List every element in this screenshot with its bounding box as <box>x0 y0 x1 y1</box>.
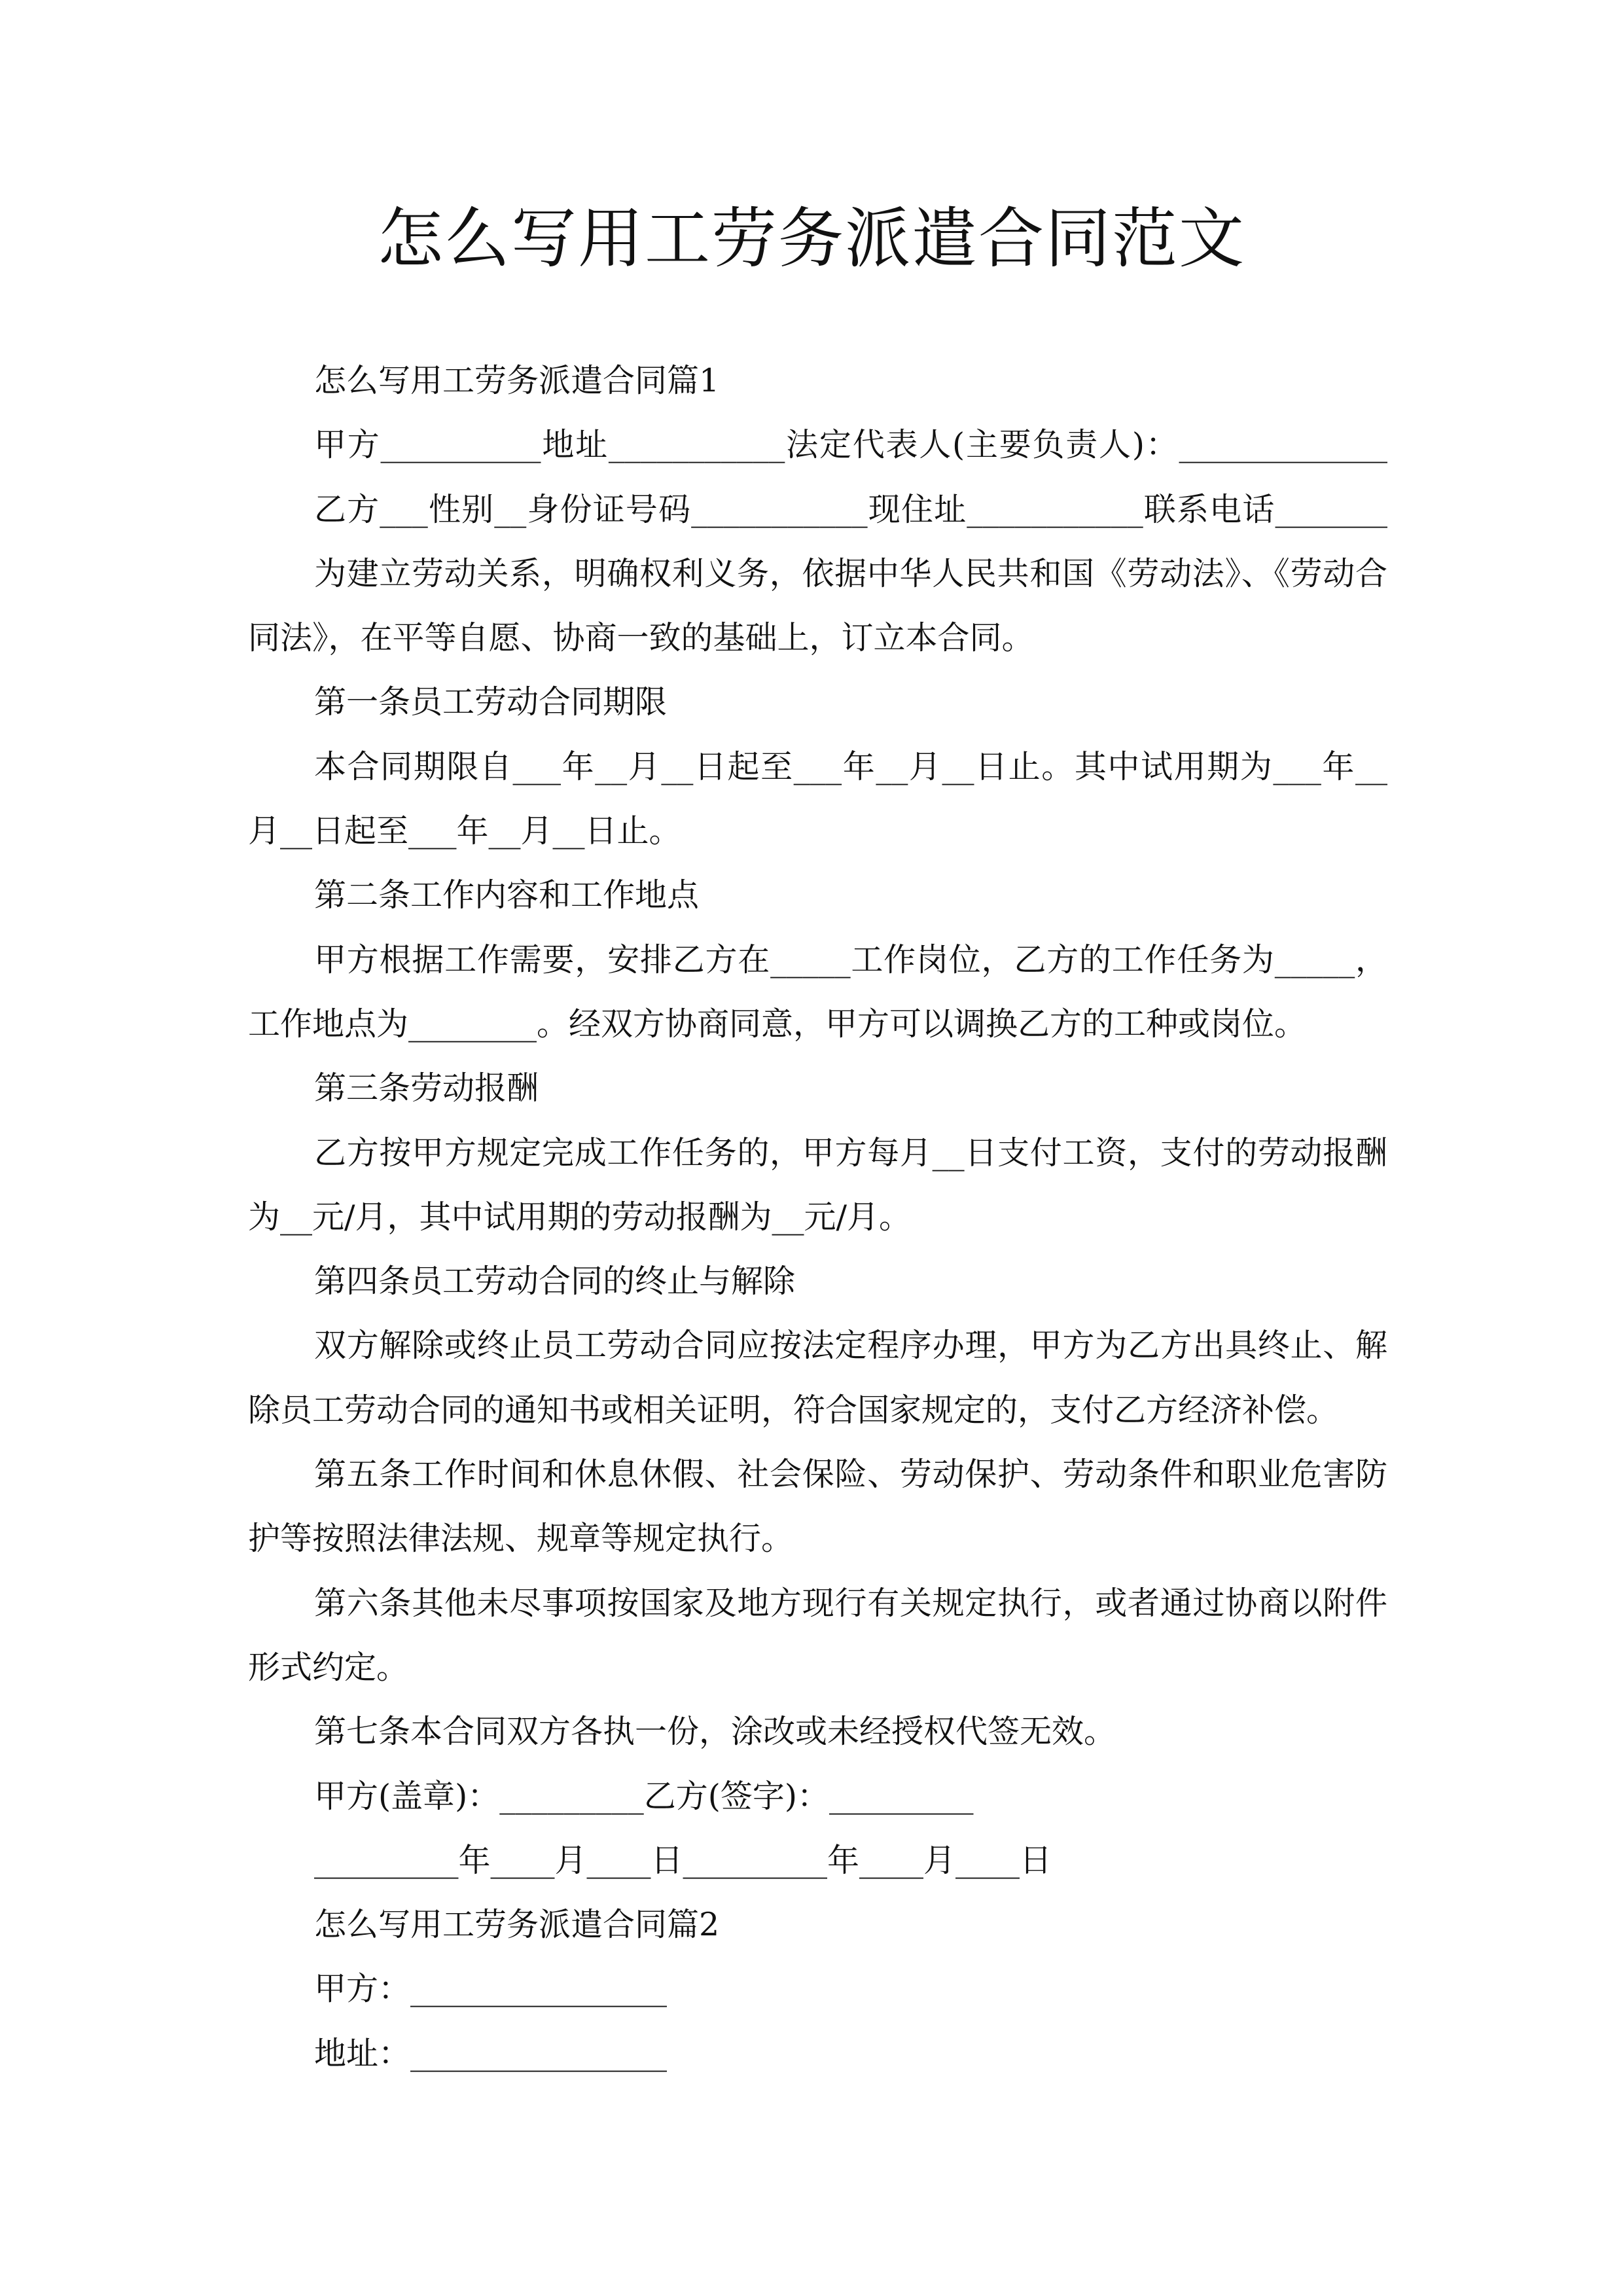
paragraph: 本合同期限自___年__月__日起至___年__月__日止。其中试用期为___年__ <box>314 747 1387 785</box>
paragraph: 同法》，在平等自愿、协商一致的基础上，订立本合同。 <box>248 619 1034 657</box>
paragraph: 月__日起至___年__月__日止。 <box>248 812 681 850</box>
field-line: 甲方__________地址___________法定代表人(主要负责人)：_____________ <box>314 426 1387 464</box>
document-body <box>248 349 1387 2086</box>
field-line: 乙方___性别__身份证号码___________现住址___________联系电话_______ <box>314 490 1387 528</box>
paragraph: 为建立劳动关系，明确权利义务，依据中华人民共和国《劳动法》、《劳动合 <box>314 554 1387 592</box>
paragraph: 护等按照法律法规、规章等规定执行。 <box>248 1520 794 1558</box>
paragraph: 乙方按甲方规定完成工作任务的，甲方每月__日支付工资，支付的劳动报酬 <box>314 1134 1387 1172</box>
clause-heading: 第一条员工劳动合同期限 <box>314 683 668 721</box>
paragraph: 工作地点为________。经双方协商同意，甲方可以调换乙方的工种或岗位。 <box>248 1005 1307 1043</box>
paragraph: 形式约定。 <box>248 1648 409 1686</box>
paragraph: 第五条工作时间和休息休假、社会保险、劳动保护、劳动条件和职业危害防 <box>314 1456 1387 1494</box>
field-line: 甲方：________________ <box>314 1970 668 2008</box>
date-line: _________年____月____日_________年____月____日 <box>314 1841 1052 1879</box>
field-line: 地址：________________ <box>314 2034 668 2072</box>
paragraph: 第七条本合同双方各执一份，涂改或未经授权代签无效。 <box>314 1713 1116 1751</box>
paragraph: 除员工劳动合同的通知书或相关证明，符合国家规定的，支付乙方经济补偿。 <box>248 1391 1339 1429</box>
clause-heading: 第二条工作内容和工作地点 <box>314 876 700 914</box>
clause-heading: 第三条劳动报酬 <box>314 1069 539 1107</box>
signature-line: 甲方(盖章)：_________乙方(签字)：_________ <box>314 1777 974 1815</box>
section-heading: 怎么写用工劳务派遣合同篇2 <box>314 1906 720 1944</box>
document-title: 怎么写用工劳务派遣合同范文 <box>378 200 1245 277</box>
section-heading: 怎么写用工劳务派遣合同篇1 <box>314 362 720 399</box>
paragraph: 双方解除或终止员工劳动合同应按法定程序办理，甲方为乙方出具终止、解 <box>314 1327 1387 1365</box>
clause-heading: 第四条员工劳动合同的终止与解除 <box>314 1263 796 1300</box>
paragraph: 为__元/月，其中试用期的劳动报酬为__元/月。 <box>248 1198 912 1236</box>
paragraph: 第六条其他未尽事项按国家及地方现行有关规定执行，或者通过协商以附件 <box>314 1584 1387 1622</box>
paragraph: 甲方根据工作需要，安排乙方在_____工作岗位，乙方的工作任务为_____， <box>314 941 1387 978</box>
